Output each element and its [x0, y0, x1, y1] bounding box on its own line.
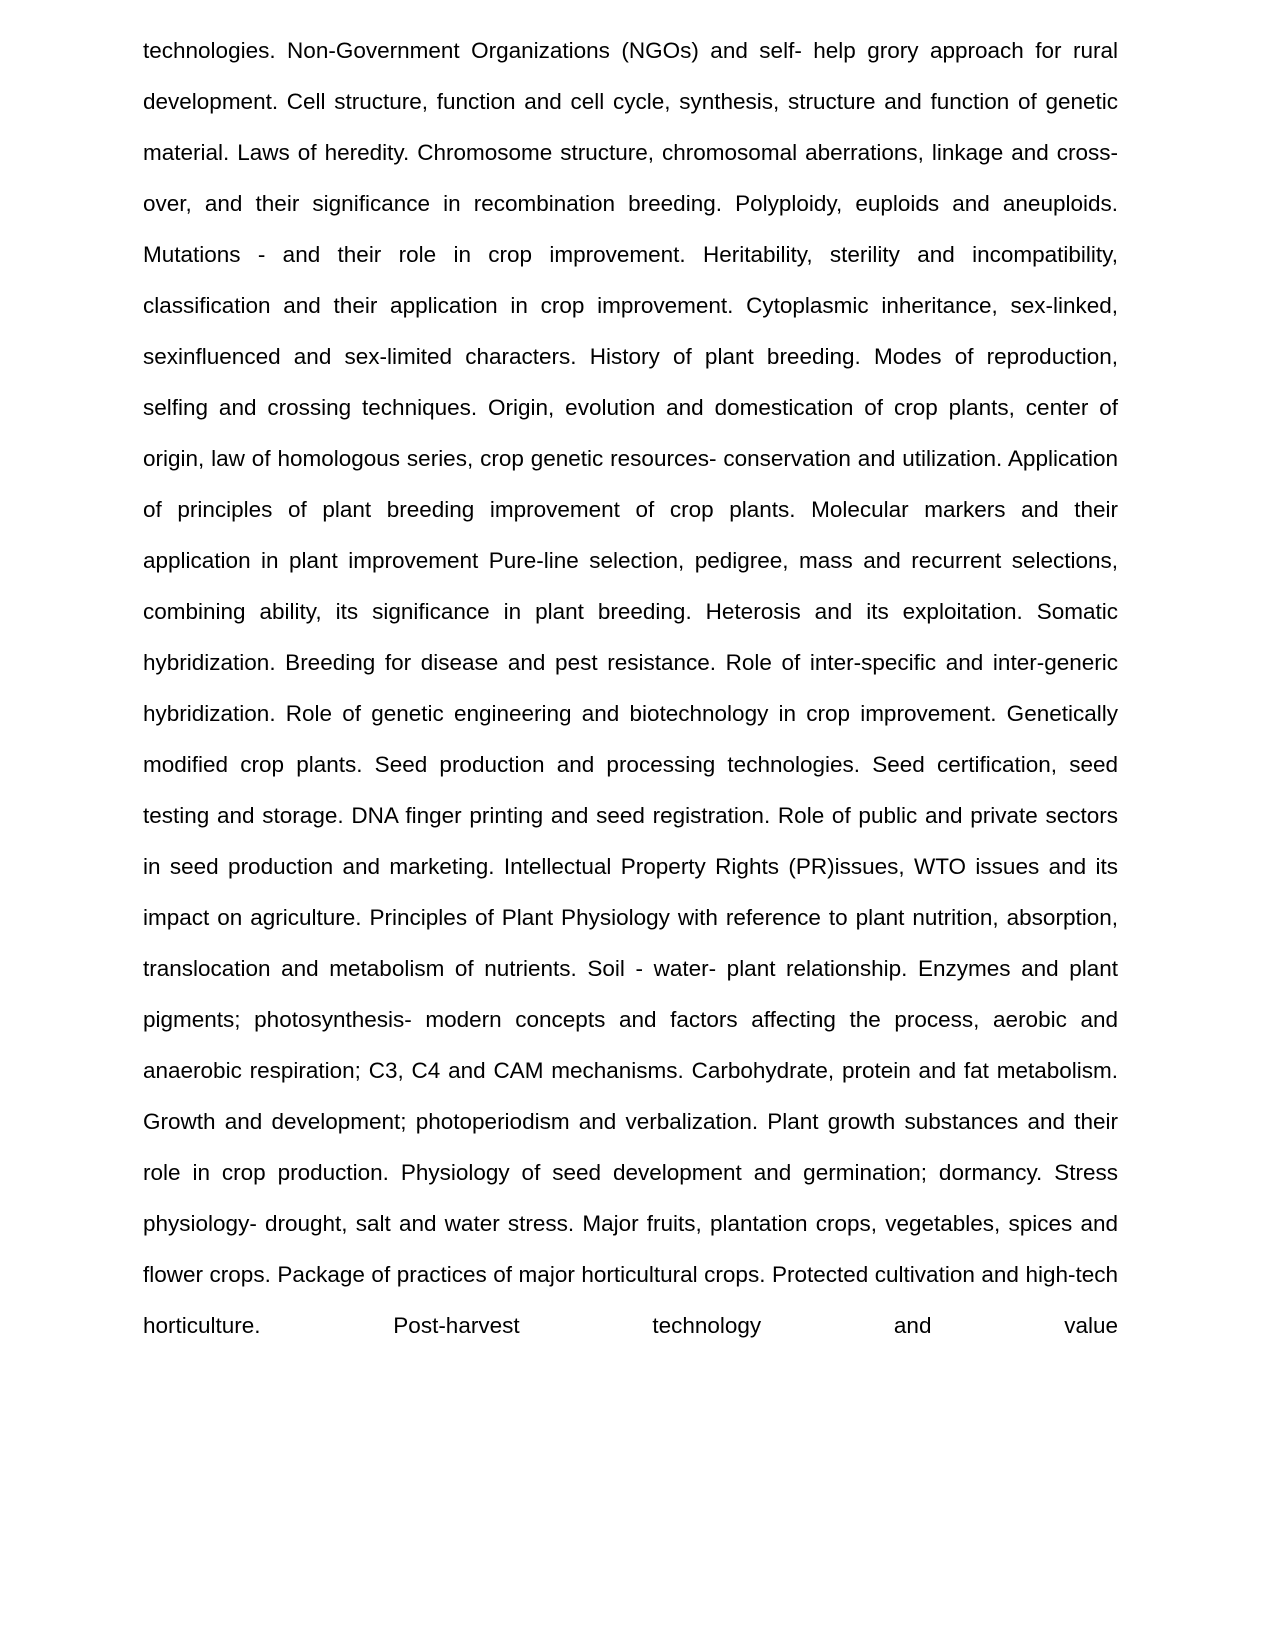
text-column [143, 25, 1118, 1402]
body-paragraph: technologies. Non-Government Organizations (NGOs) and self- help grory approach for rural development. Cell structure, function and cell cycle, synthesis, structure and function of genetic material. Laws of heredity. Chromosome structure, chromosomal aberrations, linkage and cross-over, and their significance in recombination breeding. Polyploidy, euploids and aneuploids. Mutations - and their role in crop improvement. Heritability, sterility and incompatibility, classification and their application in crop improvement. Cytoplasmic inheritance, sex-linked, sexinfluenced and sex-limited characters. History of plant breeding. Modes of reproduction, selfing and crossing techniques. Origin, evolution and domestication of crop plants, center of origin, law of homologous series, crop genetic resources- conservation and utilization. Application of principles of plant breeding improvement of crop plants. Molecular markers and their application in plant improvement Pure-line selection, pedigree, mass and recurrent selections, combining ability, its significance in plant breeding. Heterosis and its exploitation. Somatic hybridization. Breeding for disease and pest resistance. Role of inter-specific and inter-generic hybridization. Role of genetic engineering and biotechnology in crop improvement. Genetically modified crop plants. Seed production and processing technologies. Seed certification, seed testing and storage. DNA finger printing and seed registration. Role of public and private sectors in seed production and marketing. Intellectual Property Rights (PR)issues, WTO issues and its impact on agriculture. Principles of Plant Physiology with reference to plant nutrition, absorption, translocation and metabolism of nutrients. Soil - water- plant relationship. Enzymes and plant pigments; photosynthesis- modern concepts and factors affecting the process, aerobic and anaerobic respiration; C3, C4 and CAM mechanisms. Carbohydrate, protein and fat metabolism. Growth and development; photoperiodism and verbalization. Plant growth substances and their role in crop production. Physiology of seed development and germination; dormancy. Stress physiology- drought, salt and water stress. Major fruits, plantation crops, vegetables, spices and flower crops. Package of practices of major horticultural crops. Protected cultivation and high-tech horticulture. Post-harvest technology and value [143, 38, 1118, 1338]
